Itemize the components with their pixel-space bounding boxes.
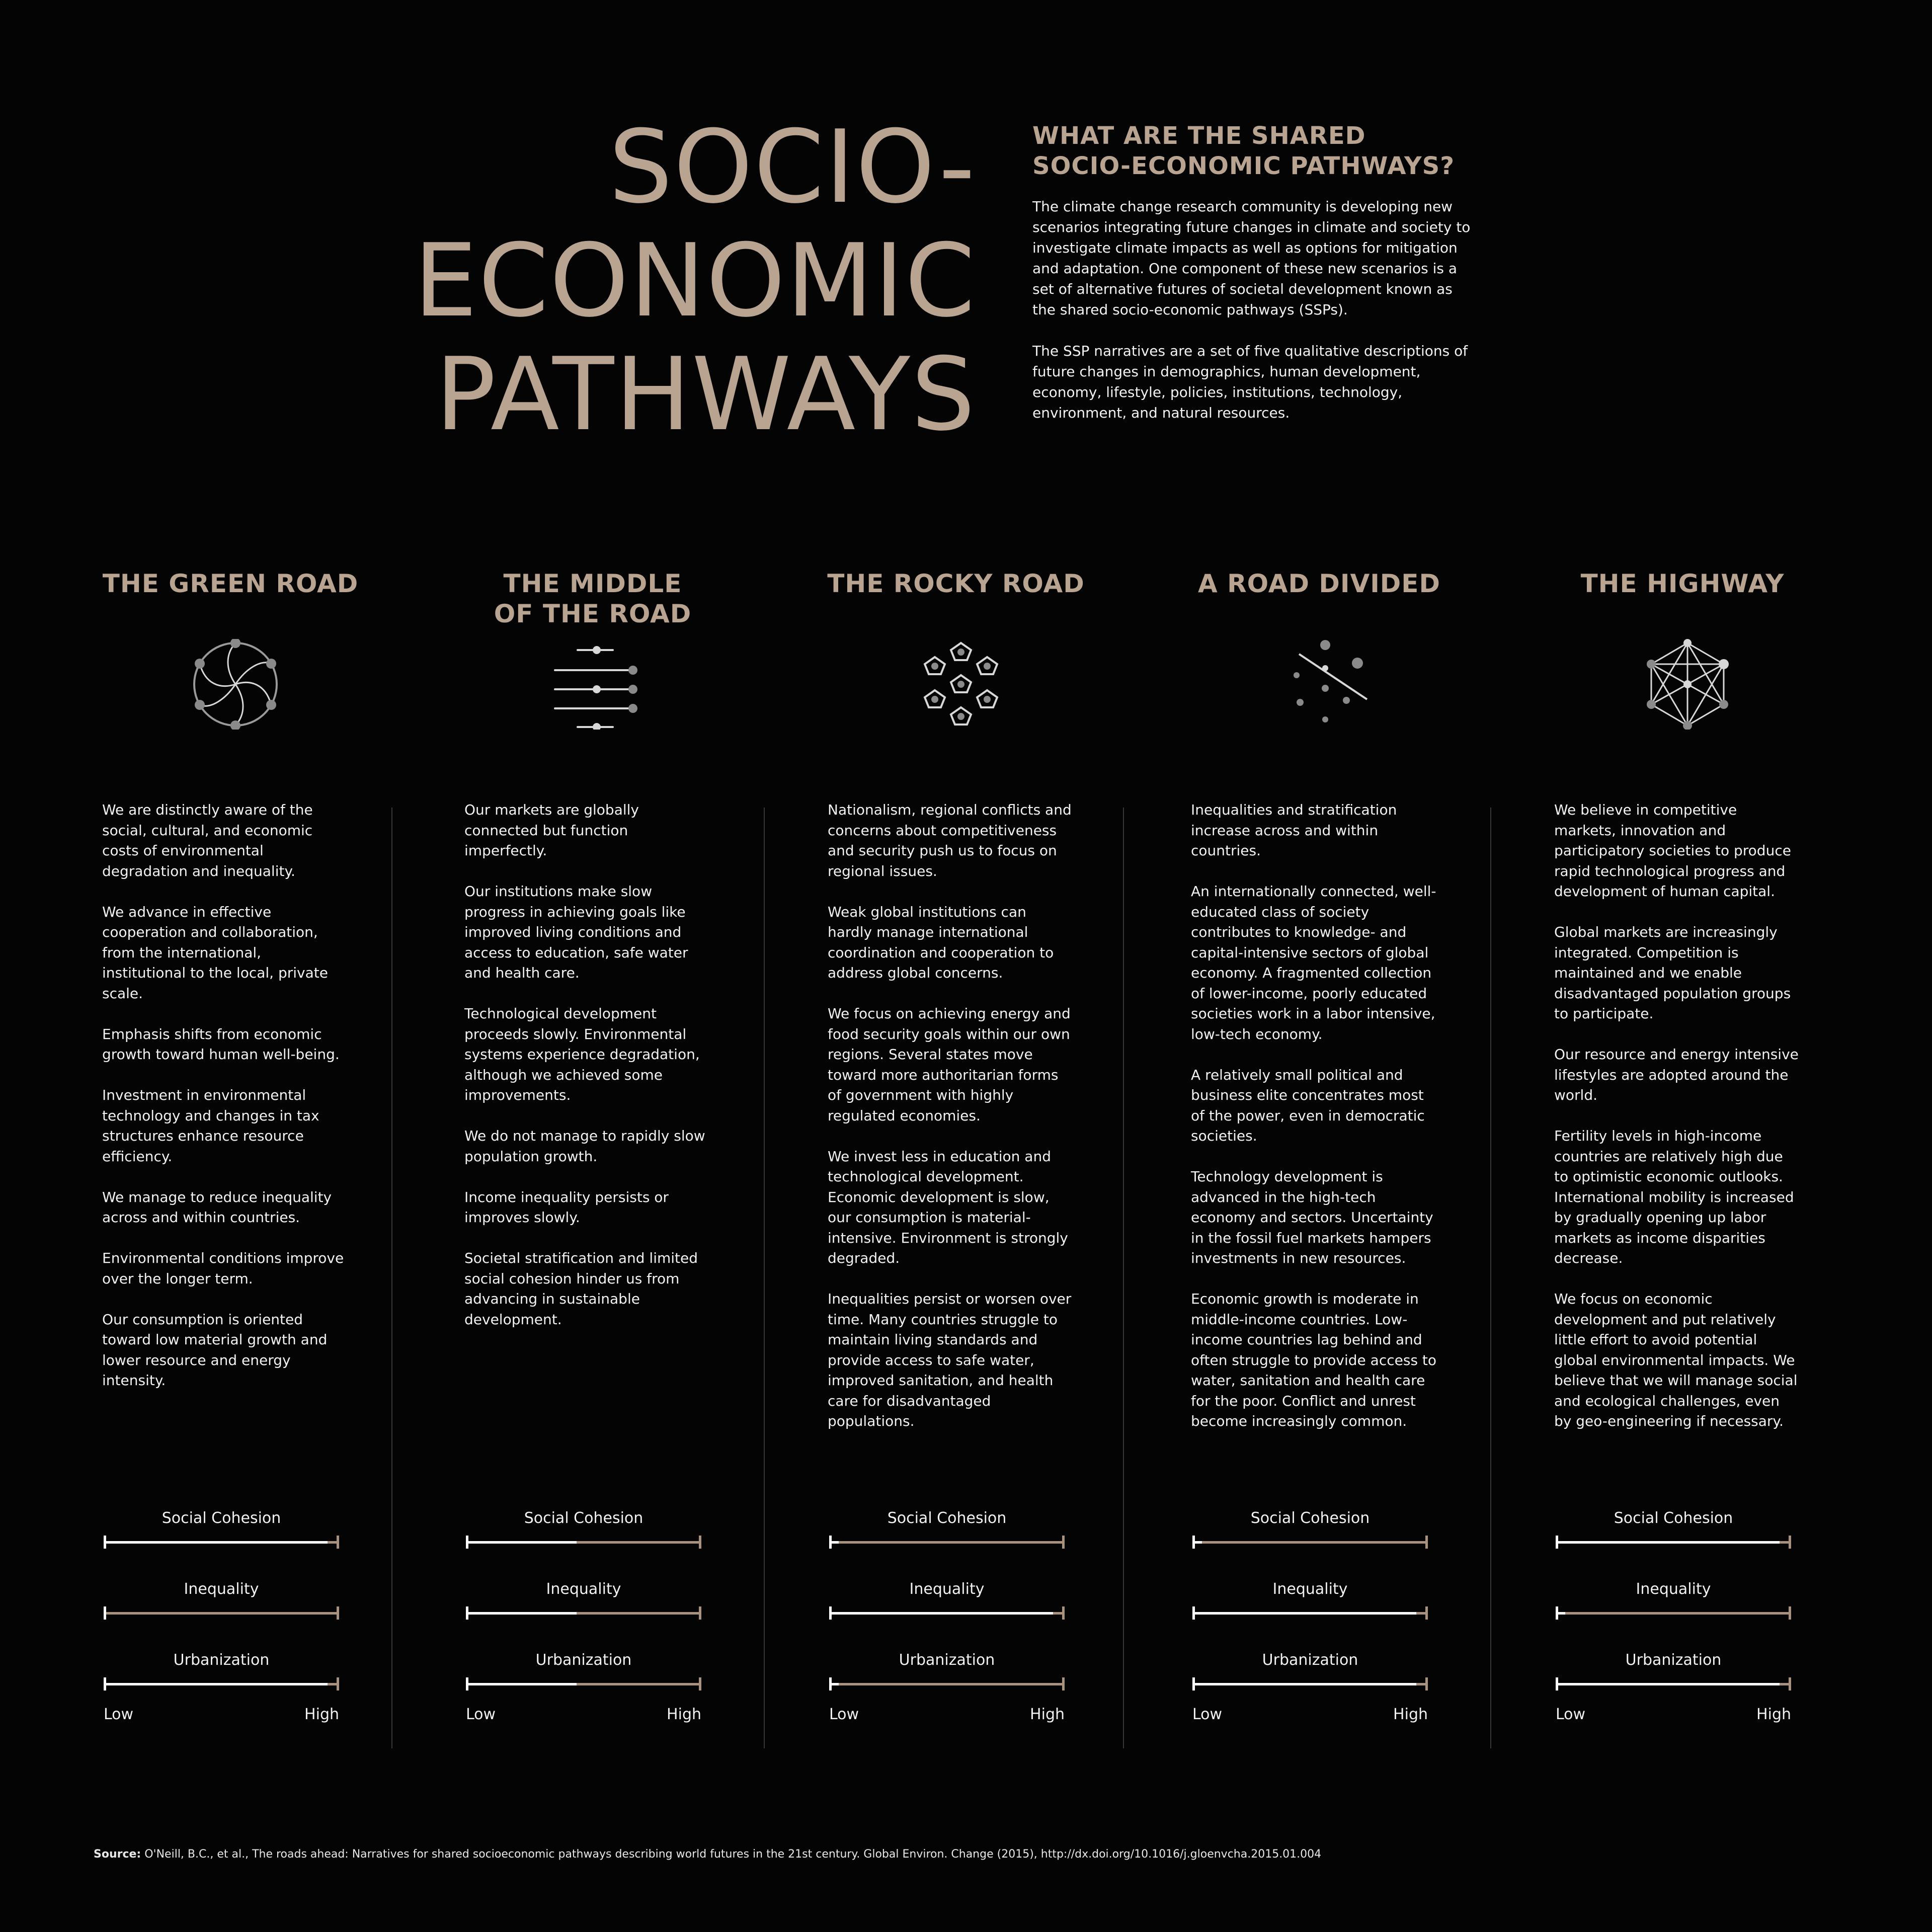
- pathway-paragraph: Our markets are globally connected but function imperfectly.: [464, 801, 639, 859]
- pathway-column-green-road: [49, 569, 412, 1726]
- scale-high-label: High: [1393, 1706, 1428, 1723]
- scale-high-label: High: [1756, 1706, 1791, 1723]
- meter-track: [1556, 1606, 1791, 1620]
- meter-track: [829, 1536, 1065, 1549]
- pathway-column-road-divided: [1138, 569, 1500, 1726]
- pathway-paragraph: Inequalities and stratification increase across and within countries.: [1191, 801, 1397, 859]
- pathway-paragraph: Weak global institutions can hardly manage international coordination and cooperation to address global concerns.: [828, 903, 1054, 981]
- meter-track: [829, 1606, 1065, 1620]
- meter-track: [1192, 1536, 1428, 1549]
- pathway-column-rocky-road: [775, 569, 1137, 1726]
- meter-label: Inequality: [1636, 1580, 1711, 1598]
- meter-label: Social Cohesion: [1250, 1509, 1370, 1527]
- social-cohesion-meter: [1192, 1509, 1428, 1560]
- social-cohesion-meter: [1556, 1509, 1791, 1560]
- scale-high-label: High: [667, 1706, 701, 1723]
- scale-low-label: Low: [466, 1706, 496, 1723]
- pathway-title: THE MIDDLE OF THE ROAD: [494, 569, 692, 628]
- scale-high-label: High: [1030, 1706, 1065, 1723]
- social-cohesion-meter: [466, 1509, 701, 1560]
- pathway-paragraph: Environmental conditions improve over the longer term.: [102, 1250, 344, 1287]
- meter-label: Urbanization: [1262, 1651, 1358, 1669]
- social-cohesion-meter: [829, 1509, 1065, 1560]
- source-text: O'Neill, B.C., et al., The roads ahead: Narratives for shared socioeconomic pathways describing world futures in the 21st century. Global Environ. Change (2015), http://dx.doi.org/10.1016/j.gloenvcha.2015.01.004: [144, 1848, 1322, 1861]
- meter-label: Inequality: [909, 1580, 985, 1598]
- meter-track: [1556, 1536, 1791, 1549]
- pathway-paragraph: Investment in environmental technology and changes in tax structures enhance resource efficiency.: [102, 1087, 319, 1165]
- title-line-3: PATHWAYS: [435, 336, 976, 453]
- pathway-paragraph: We believe in competitive markets, innovation and participatory societies to produce rapid technological progress and development of human capital.: [1554, 801, 1791, 900]
- network-hexagon-icon: [1642, 639, 1733, 730]
- pathway-paragraph: We manage to reduce inequality across and within countries.: [102, 1188, 332, 1226]
- urbanization-meter: [1192, 1651, 1428, 1702]
- pathway-paragraph: Technology development is advanced in the high-tech economy and sectors. Uncertainty in the fossil fuel markets hampers investments in new resources.: [1191, 1168, 1433, 1266]
- meter-track: [829, 1677, 1065, 1691]
- pathway-paragraph: Nationalism, regional conflicts and concerns about competitiveness and security push us to focus on regional issues.: [828, 801, 1072, 879]
- meter-track: [1556, 1677, 1791, 1691]
- inequality-meter: [1556, 1580, 1791, 1631]
- scattered-dots-icon: [1279, 639, 1370, 730]
- pathway-paragraph: A relatively small political and business elite concentrates most of the power, even in democratic societies.: [1191, 1066, 1425, 1144]
- pathway-title: A ROAD DIVIDED: [1198, 569, 1440, 598]
- pathway-paragraph: We focus on achieving energy and food security goals within our own regions. Several states move toward more authoritarian forms of government with highly regulated economies.: [828, 1005, 1071, 1124]
- inequality-meter: [104, 1580, 339, 1631]
- pathway-description: [102, 800, 349, 1411]
- pathway-paragraph: Our institutions make slow progress in achieving goals like improved living conditions and access to education, safe water and health care.: [464, 883, 688, 981]
- pathway-description: [464, 800, 711, 1350]
- source-label: Source:: [94, 1848, 141, 1861]
- pathway-description: [1191, 800, 1437, 1452]
- title-line-2: ECONOMIC: [414, 222, 976, 340]
- circular-swirl-icon: [190, 639, 281, 730]
- meter-label: Social Cohesion: [162, 1509, 281, 1527]
- page-title: [282, 111, 976, 452]
- pathway-paragraph: Emphasis shifts from economic growth toward human well-being.: [102, 1025, 340, 1063]
- inequality-meter: [829, 1580, 1065, 1631]
- intro-heading-line-1: WHAT ARE THE SHARED: [1032, 122, 1366, 150]
- pathway-paragraph: We advance in effective cooperation and collaboration, from the international, institutional to the local, private scale.: [102, 903, 328, 1002]
- pathway-paragraph: Inequalities persist or worsen over time. Many countries struggle to maintain living standards and provide access to safe water, improved sanitation, and health care for disadvantaged populations.: [828, 1291, 1072, 1429]
- social-cohesion-meter: [104, 1509, 339, 1560]
- pathway-description: [1554, 800, 1801, 1452]
- pathway-title: THE GREEN ROAD: [102, 569, 359, 598]
- pathway-column-highway: [1501, 569, 1864, 1726]
- intro-paragraph-2: The SSP narratives are a set of five qualitative descriptions of future changes in demographics, human development, economy, lifestyle, policies, institutions, technology, environment, and natural resources.: [1032, 343, 1468, 421]
- scale-low-label: Low: [1556, 1706, 1586, 1723]
- meter-track: [466, 1606, 701, 1620]
- meter-track: [1192, 1677, 1428, 1691]
- meter-track: [1192, 1606, 1428, 1620]
- meter-label: Inequality: [1272, 1580, 1348, 1598]
- scale-high-label: High: [304, 1706, 339, 1723]
- inequality-meter: [1192, 1580, 1428, 1631]
- pathway-paragraph: We invest less in education and technological development. Economic development is slow, our consumption is material-intensive. Environment is strongly degraded.: [828, 1148, 1068, 1266]
- intro-section: [1032, 121, 1475, 444]
- urbanization-meter: [104, 1651, 339, 1702]
- meter-track: [466, 1677, 701, 1691]
- pathway-paragraph: Our consumption is oriented toward low material growth and lower resource and energy intensity.: [102, 1311, 328, 1389]
- meter-label: Inequality: [184, 1580, 259, 1598]
- meter-label: Social Cohesion: [887, 1509, 1007, 1527]
- pathway-paragraph: Our resource and energy intensive lifestyles are adopted around the world.: [1554, 1046, 1799, 1103]
- pathway-paragraph: We are distinctly aware of the social, cultural, and economic costs of environmental degradation and inequality.: [102, 801, 313, 879]
- pathway-paragraph: We focus on economic development and put relatively little effort to avoid potential global environmental impacts. We believe that we will manage social and ecological challenges, even by geo-engineering if necessary.: [1554, 1291, 1798, 1429]
- pathway-title: THE ROCKY ROAD: [827, 569, 1085, 598]
- scale-low-label: Low: [1192, 1706, 1223, 1723]
- intro-heading: [1032, 121, 1475, 181]
- pathway-column-middle-road: [412, 569, 774, 1726]
- pathway-description: [828, 800, 1074, 1452]
- urbanization-meter: [1556, 1651, 1791, 1702]
- pentagon-cluster-icon: [916, 639, 1006, 730]
- meter-label: Urbanization: [899, 1651, 995, 1669]
- sliders-icon: [552, 639, 643, 730]
- pathway-paragraph: Economic growth is moderate in middle-income countries. Low-income countries lag behind and often struggle to provide access to water, sanitation and health care for the poor. Conflict and unrest become increasingly common.: [1191, 1291, 1437, 1429]
- meter-label: Social Cohesion: [1614, 1509, 1733, 1527]
- meter-label: Inequality: [546, 1580, 621, 1598]
- scale-low-label: Low: [104, 1706, 134, 1723]
- pathway-paragraph: Societal stratification and limited social cohesion hinder us from advancing in sustainable development.: [464, 1250, 698, 1328]
- meter-label: Social Cohesion: [524, 1509, 643, 1527]
- intro-heading-line-2: SOCIO-ECONOMIC PATHWAYS?: [1032, 152, 1455, 180]
- pathway-paragraph: An internationally connected, well-educated class of society contributes to knowledge- and capital-intensive sectors of global economy. A fragmented collection of lower-income, poorly educated societies work in a labor intensive, low-tech economy.: [1191, 883, 1436, 1042]
- meter-label: Urbanization: [173, 1651, 270, 1669]
- intro-paragraph-1: The climate change research community is developing new scenarios integrating future changes in climate and society to investigate climate impacts as well as options for mitigation and adaptation. One component of these new scenarios is a set of alternative futures of societal development known as the shared socio-economic pathways (SSPs).: [1032, 198, 1471, 318]
- meter-track: [104, 1606, 339, 1620]
- title-line-1: SOCIO-: [608, 109, 976, 226]
- pathway-paragraph: Technological development proceeds slowly. Environmental systems experience degradation, although we achieved some improvements.: [464, 1005, 700, 1103]
- pathway-paragraph: Income inequality persists or improves slowly.: [464, 1188, 669, 1226]
- pathway-title: THE HIGHWAY: [1580, 569, 1785, 598]
- meter-track: [466, 1536, 701, 1549]
- urbanization-meter: [829, 1651, 1065, 1702]
- inequality-meter: [466, 1580, 701, 1631]
- meter-track: [104, 1536, 339, 1549]
- meter-track: [104, 1677, 339, 1691]
- scale-low-label: Low: [829, 1706, 859, 1723]
- meter-label: Urbanization: [1625, 1651, 1722, 1669]
- pathway-paragraph: We do not manage to rapidly slow population growth.: [464, 1128, 705, 1165]
- pathway-paragraph: Global markets are increasingly integrated. Competition is maintained and we enable disadvantaged population groups to participate.: [1554, 924, 1791, 1022]
- source-citation: [94, 1847, 1855, 1862]
- meter-label: Urbanization: [535, 1651, 632, 1669]
- urbanization-meter: [466, 1651, 701, 1702]
- pathway-paragraph: Fertility levels in high-income countries are relatively high due to optimistic economic outlooks. International mobility is increased by gradually opening up labor markets as income disparities decrease.: [1554, 1128, 1794, 1266]
